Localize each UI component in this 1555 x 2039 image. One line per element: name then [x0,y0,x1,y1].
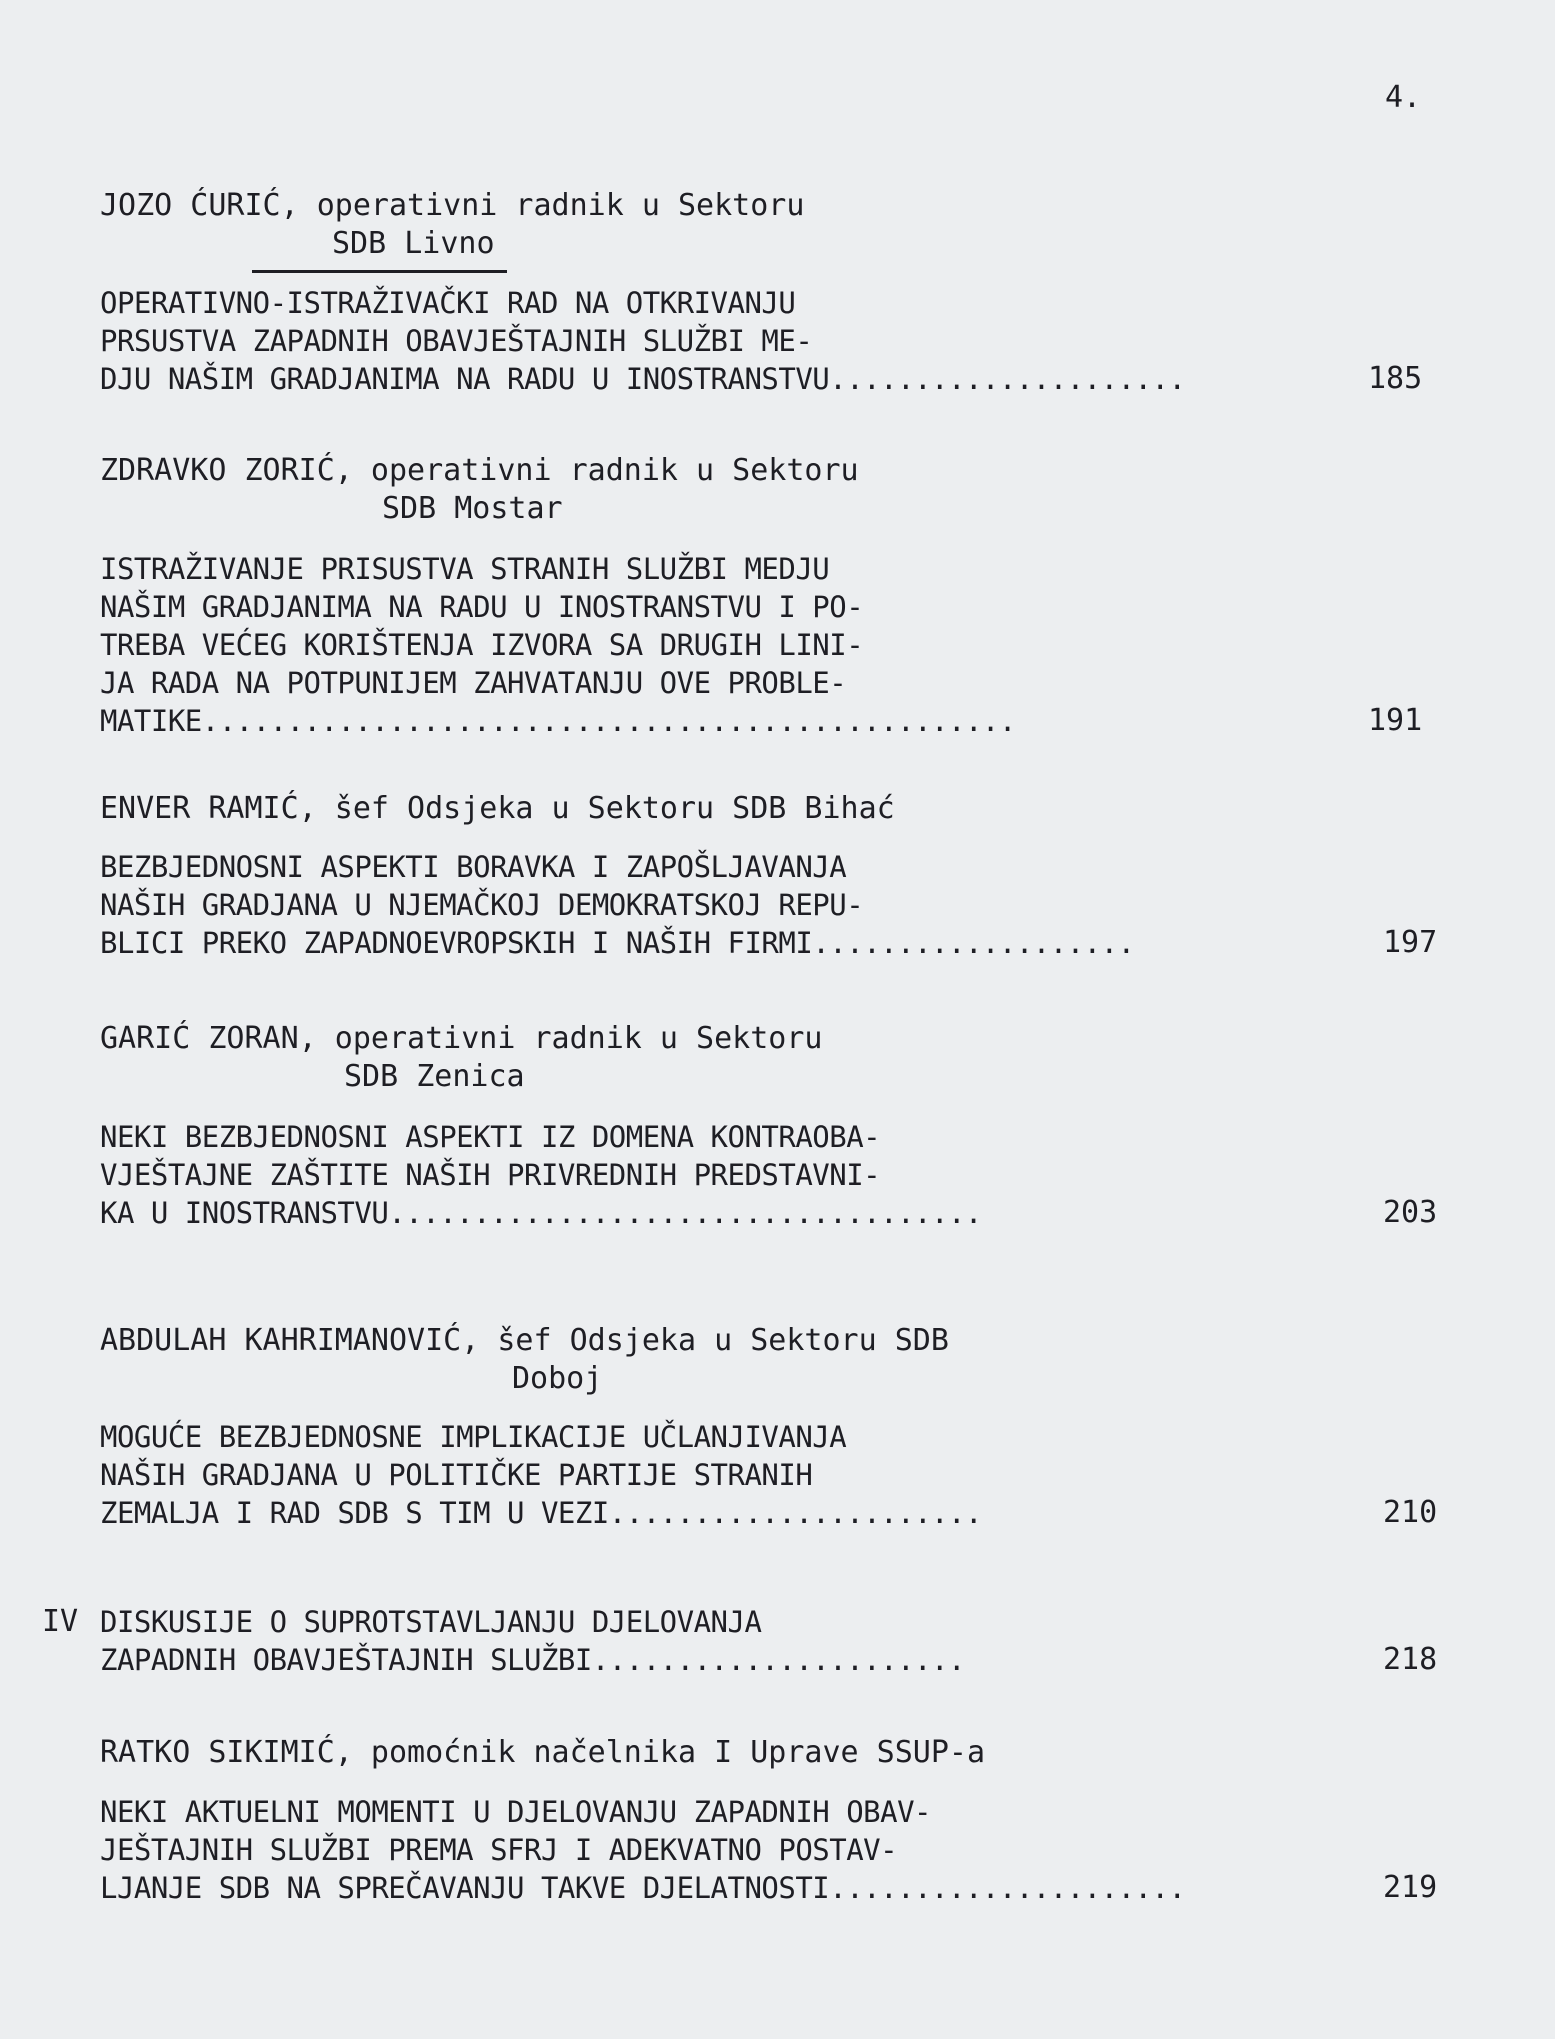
entry-author: ENVER RAMIĆ, šef Odsjeka u Sektoru SDB Bihać [100,791,895,826]
dot-leader: ...................... [591,1643,965,1677]
entry-title-text: LJANJE SDB NA SPREČAVANJU TAKVE DJELATNOSTI [100,1871,830,1905]
page-number: 4. [1385,80,1422,115]
entry-title-line [100,1194,982,1232]
entry-title-text: ZEMALJA I RAD SDB S TIM U VEZI [100,1496,609,1530]
entry-author-location: SDB Mostar [382,491,563,526]
entry-page: 218 [1383,1642,1438,1677]
underline-rule [252,270,507,273]
entry-author: RATKO SIKIMIĆ, pomoćnik načelnika I Uprave SSUP-a [100,1735,986,1770]
entry-title-line: MOGUĆE BEZBJEDNOSNE IMPLIKACIJE UČLANJIVANJA [100,1420,847,1454]
entry-page: 219 [1383,1870,1438,1905]
entry-title-line [100,1869,1185,1907]
entry-title-line: NEKI AKTUELNI MOMENTI U DJELOVANJU ZAPADNIH OBAV- [100,1795,932,1829]
dot-leader: ...................... [608,1496,982,1530]
entry-title-line: VJEŠTAJNE ZAŠTITE NAŠIH PRIVREDNIH PREDSTAVNI- [100,1158,881,1192]
entry-title-line: OPERATIVNO-ISTRAŽIVAČKI RAD NA OTKRIVANJU [100,286,796,320]
entry-author-location: Doboj [512,1361,603,1396]
section-title-text: ZAPADNIH OBAVJEŠTAJNIH SLUŽBI [100,1643,592,1677]
section-title-line [100,1641,965,1679]
entry-title-line: JA RADA NA POTPUNIJEM ZAHVATANJU OVE PROBLE- [100,666,847,700]
entry-page: 185 [1368,361,1423,396]
entry-author-location: SDB Livno [332,226,495,261]
entry-title-text: DJU NAŠIM GRADJANIMA NA RADU U INOSTRANSTVU [100,362,830,396]
entry-page: 197 [1383,925,1438,960]
section-number: IV [42,1604,79,1639]
entry-author: ZDRAVKO ZORIĆ, operativni radnik u Sektoru [100,453,859,488]
entry-title-line: NEKI BEZBJEDNOSNI ASPEKTI IZ DOMENA KONTRAOBA- [100,1120,881,1154]
dot-leader: ................................... [388,1196,982,1230]
entry-title-line: TREBA VEĆEG KORIŠTENJA IZVORA SA DRUGIH LINI- [100,628,864,662]
entry-title-line: NAŠIH GRADJANA U POLITIČKE PARTIJE STRANIH [100,1458,813,1492]
entry-title-line: NAŠIM GRADJANIMA NA RADU U INOSTRANSTVU I PO- [100,590,864,624]
entry-page: 203 [1383,1195,1438,1230]
entry-title-text: KA U INOSTRANSTVU [100,1196,389,1230]
entry-title-line [100,924,1135,962]
dot-leader: ..................... [829,362,1186,396]
entry-title-line: PRSUSTVA ZAPADNIH OBAVJEŠTAJNIH SLUŽBI ME- [100,324,813,358]
entry-title-line: NAŠIH GRADJANA U NJEMAČKOJ DEMOKRATSKOJ REPU- [100,888,864,922]
entry-author: GARIĆ ZORAN, operativni radnik u Sektoru [100,1021,823,1056]
dot-leader: ..................... [829,1871,1186,1905]
dot-leader: ................................................ [201,704,1016,738]
entry-title-line: BEZBJEDNOSNI ASPEKTI BORAVKA I ZAPOŠLJAVANJA [100,850,847,884]
entry-page: 210 [1383,1495,1438,1530]
dot-leader: ................... [812,926,1135,960]
entry-author: JOZO ĆURIĆ, operativni radnik u Sektoru [100,188,805,223]
entry-title-line [100,360,1185,398]
entry-title-text: MATIKE [100,704,202,738]
section-title-line: DISKUSIJE O SUPROTSTAVLJANJU DJELOVANJA [100,1605,762,1639]
entry-title-line: JEŠTAJNIH SLUŽBI PREMA SFRJ I ADEKVATNO POSTAV- [100,1833,898,1867]
entry-title-line [100,702,1016,740]
entry-title-line [100,1494,982,1532]
entry-page: 191 [1368,703,1423,738]
entry-title-line: ISTRAŽIVANJE PRISUSTVA STRANIH SLUŽBI MEDJU [100,552,830,586]
entry-author-location: SDB Zenica [344,1059,525,1094]
entry-title-text: BLICI PREKO ZAPADNOEVROPSKIH I NAŠIH FIRMI [100,926,813,960]
entry-author: ABDULAH KAHRIMANOVIĆ, šef Odsjeka u Sektoru SDB [100,1323,949,1358]
